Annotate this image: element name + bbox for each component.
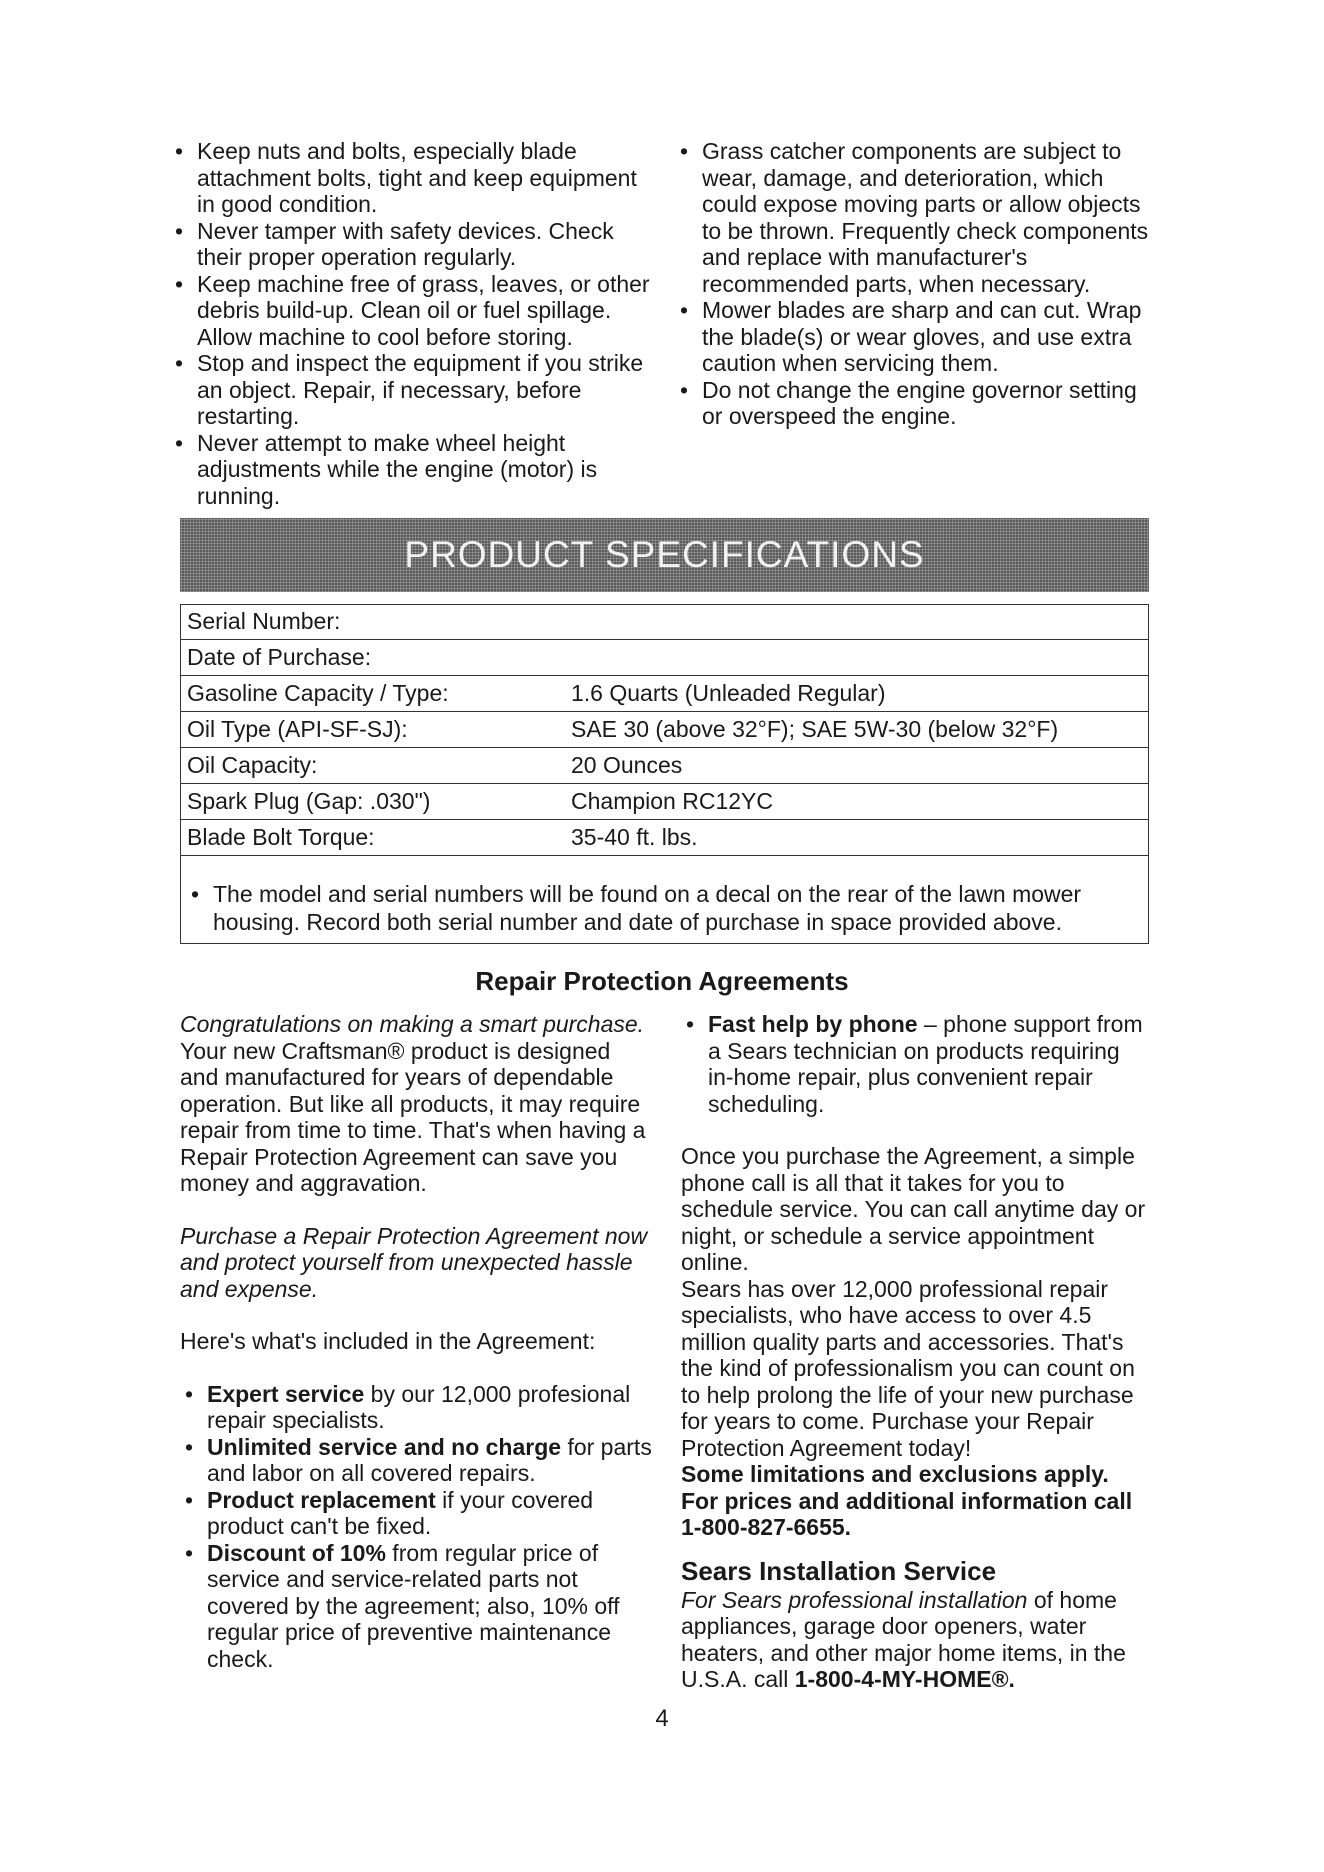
spec-value	[564, 640, 1149, 676]
spec-value: Champion RC12YC	[564, 784, 1149, 820]
page-number: 4	[655, 1705, 669, 1732]
benefits-list	[180, 1381, 655, 1673]
banner-title: PRODUCT SPECIFICATIONS	[404, 534, 925, 575]
repair-right-column	[681, 1011, 1151, 1693]
spec-value: 1.6 Quarts (Unleaded Regular)	[564, 676, 1149, 712]
table-row	[180, 712, 1149, 748]
benefit-item: • Unlimited service and no charge for parts and labor on all covered repairs.	[180, 1434, 655, 1487]
spec-label: Blade Bolt Torque:	[180, 820, 564, 856]
table-row	[180, 784, 1149, 820]
safety-item: • Stop and inspect the equipment if you strike an object. Repair, if necessary, before restarting.	[170, 350, 655, 430]
table-row	[180, 604, 1149, 640]
specs-note-text: • The model and serial numbers will be found on a decal on the rear of the lawn mower housing. Record both serial number and date of purchase in space provided above.	[186, 880, 1141, 936]
repair-left-column	[180, 1011, 655, 1672]
sears-paragraph: Sears has over 12,000 professional repair specialists, who have access to over 4.5 million quality parts and accessories. That's the kind of professionalism you can count on to help prolong the life of your new purchase for years to come. Purchase your Repair Protection Agreement today!	[681, 1275, 1135, 1461]
benefit-item: • Product replacement if your covered product can't be fixed.	[180, 1487, 655, 1540]
intro-paragraph	[180, 1011, 655, 1197]
benefit-item: • Fast help by phone – phone support from a Sears technician on products requiring in-home repair, plus convenient repair scheduling.	[681, 1011, 1151, 1117]
included-line: Here's what's included in the Agreement:	[180, 1328, 596, 1354]
specs-note	[186, 880, 1141, 936]
limitations-text: Some limitations and exclusions apply. For prices and additional information call 1-800-827-6655.	[681, 1461, 1133, 1540]
intro-rest: Your new Craftsman® product is designed and manufactured for years of dependable operation. But like all products, it may require repair from time to time. That's when having a Repair Protection Agreement can save you money and aggravation.	[180, 1037, 646, 1196]
safety-item: • Keep nuts and bolts, especially blade attachment bolts, tight and keep equipment in good condition.	[170, 138, 655, 218]
spec-label: Serial Number:	[187, 608, 341, 634]
installation-heading: Sears Installation Service	[681, 1555, 997, 1586]
installation-phone: 1-800-4-MY-HOME®.	[794, 1666, 1015, 1692]
intro-italic: Congratulations on making a smart purchase.	[180, 1011, 645, 1037]
safety-right-column	[675, 138, 1150, 430]
spec-label: Gasoline Capacity / Type:	[180, 676, 564, 712]
spec-label: Oil Capacity:	[180, 748, 564, 784]
safety-item: • Mower blades are sharp and can cut. Wrap the blade(s) or wear gloves, and use extra caution when servicing them.	[675, 297, 1150, 377]
benefit-item: • Discount of 10% from regular price of service and service-related parts not covered by the agreement; also, 10% off regular price of preventive maintenance check.	[180, 1540, 655, 1673]
spec-value	[564, 604, 1149, 640]
repair-heading: Repair Protection Agreements	[475, 966, 849, 996]
spec-label: Spark Plug (Gap: .030")	[180, 784, 564, 820]
table-row	[180, 748, 1149, 784]
purchase-paragraph	[180, 1223, 655, 1303]
safety-item: • Never attempt to make wheel height adjustments while the engine (motor) is running.	[170, 430, 655, 510]
table-row	[180, 676, 1149, 712]
once-paragraph: Once you purchase the Agreement, a simple phone call is all that it takes for you to schedule service. You can call anytime day or night, or schedule a service appointment online.	[681, 1143, 1146, 1275]
spec-value: 35-40 ft. lbs.	[564, 820, 1149, 856]
spec-label: Date of Purchase:	[180, 640, 564, 676]
spec-value: 20 Ounces	[564, 748, 1149, 784]
safety-item: • Keep machine free of grass, leaves, or other debris build-up. Clean oil or fuel spillage. Allow machine to cool before storing.	[170, 271, 655, 351]
safety-item: • Grass catcher components are subject to wear, damage, and deterioration, which could expose moving parts or allow objects to be thrown. Frequently check components and replace with manufacturer's recommended parts, when necessary.	[675, 138, 1150, 297]
table-row	[180, 820, 1149, 856]
benefits-list-continued	[681, 1011, 1151, 1117]
benefit-item: • Expert service by our 12,000 profesional repair specialists.	[180, 1381, 655, 1434]
product-specifications-banner	[180, 518, 1149, 592]
spec-label: Oil Type (API-SF-SJ):	[180, 712, 564, 748]
safety-item: • Do not change the engine governor setting or overspeed the engine.	[675, 377, 1150, 430]
safety-left-column	[170, 138, 655, 509]
table-row	[180, 640, 1149, 676]
purchase-italic: Purchase a Repair Protection Agreement now and protect yourself from unexpected hassle and expense.	[180, 1222, 648, 1302]
spec-value: SAE 30 (above 32°F); SAE 5W-30 (below 32°F)	[564, 712, 1149, 748]
specs-table	[180, 604, 1149, 920]
safety-item: • Never tamper with safety devices. Check their proper operation regularly.	[170, 218, 655, 271]
installation-paragraph: For Sears professional installation of home appliances, garage door openers, water heaters, and other major home items, in the U.S.A. call 1-800-4-MY-HOME®.	[681, 1586, 1126, 1692]
